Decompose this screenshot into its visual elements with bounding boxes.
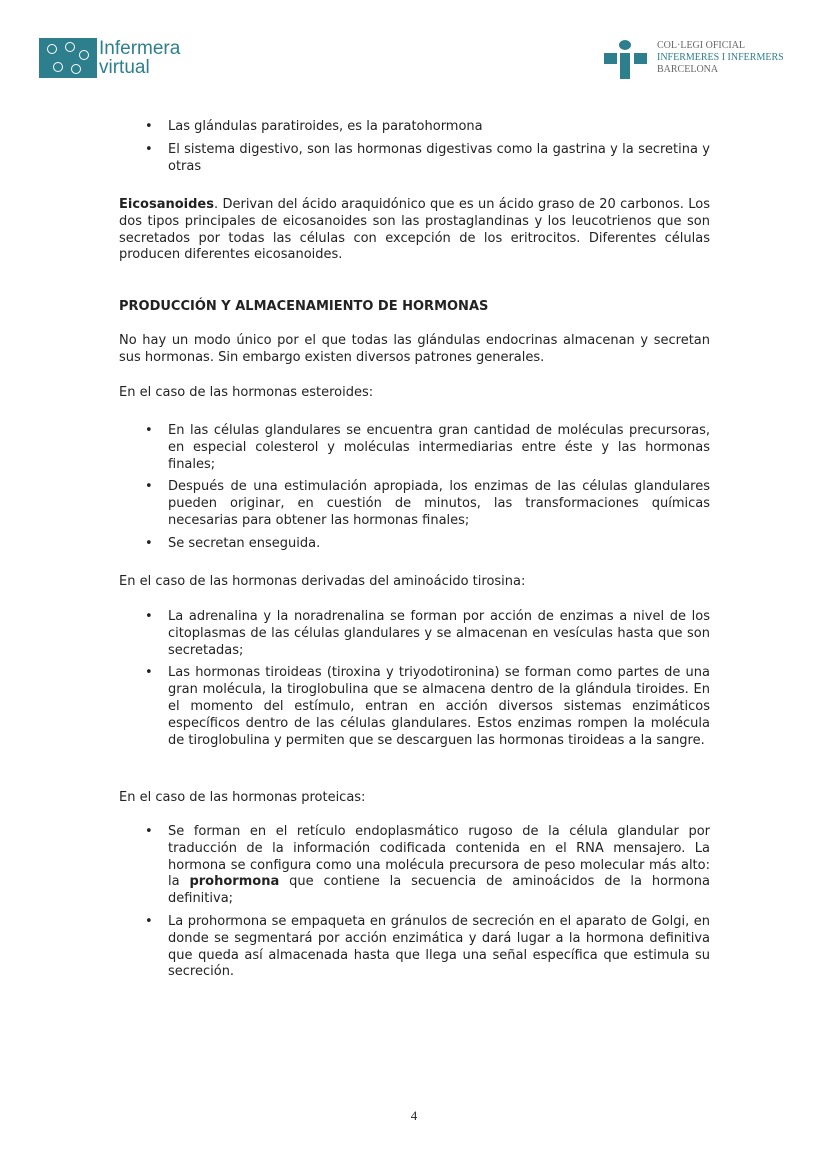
infermera-virtual-logo (39, 38, 180, 78)
list-item (119, 824, 710, 908)
section-heading: PRODUCCIÓN Y ALMACENAMIENTO DE HORMONAS (119, 299, 489, 314)
list-item: • La prohormona se empaqueta en gránulos de secreción en el aparato de Golgi, en donde se segmentará por acción enzimática y dará lugar a la hormona definitiva que queda así almacenada hasta que llega una señal específica que estimula su secreción. (119, 914, 710, 981)
list-item: • La adrenalina y la noradrenalina se forman por acción de enzimas a nivel de los citoplasmas de las células glandulares y se almacenan en vesículas hasta que son secretadas; (119, 609, 710, 659)
logo-text-line2: virtual (99, 57, 150, 78)
eicosanoides-text: . Derivan del ácido araquidónico que es un ácido graso de 20 carbonos. Los dos tipos principales de eicosanoides son las prostaglandinas y los leucotrienos que son secretados por todas las células con excepción de los eritrocitos. Diferentes células producen diferentes eicosanoides. (119, 197, 710, 263)
intro-bullets (119, 119, 710, 181)
cross-icon (604, 40, 648, 80)
steroid-intro: En el caso de las hormonas esteroides: (119, 385, 374, 400)
text: que contiene la secuencia de aminoácidos de la hormona definitiva; (168, 874, 710, 907)
list-item: • Las glándulas paratiroides, es la paratohormona (119, 119, 710, 136)
tyrosine-list (119, 609, 710, 755)
steroid-list (119, 423, 710, 559)
list-item: • Después de una estimulación apropiada, los enzimas de las células glandulares pueden originar, en cuestión de minutos, las transformaciones químicas necesarias para obtener las hormonas finales; (119, 479, 710, 529)
tyrosine-intro: En el caso de las hormonas derivadas del aminoácido tirosina: (119, 574, 526, 589)
text: Se forman en el retículo endoplasmático rugoso de la célula glandular por traducción de la información codificada contenida en el RNA mensajero. La hormona se configura como una molécula precursora de peso molecular más alto: la (168, 824, 710, 890)
protein-list (119, 824, 710, 987)
list-item: • El sistema digestivo, son las hormonas digestivas como la gastrina y la secretina y otras (119, 142, 710, 176)
eicosanoides-term: Eicosanoides (119, 197, 214, 212)
col-legi-line2: INFERMERES I INFERMERS (657, 52, 784, 63)
list-item: • Se secretan enseguida. (119, 536, 710, 553)
list-item: • En las células glandulares se encuentra gran cantidad de moléculas precursoras, en especial colesterol y moléculas intermediarias entre éste y las hormonas finales; (119, 423, 710, 473)
protein-intro: En el caso de las hormonas proteicas: (119, 790, 366, 805)
section-intro: No hay un modo único por el que todas las glándulas endocrinas almacenan y secretan sus hormonas. Sin embargo existen diversos patrones generales. (119, 333, 710, 365)
logo-text-line1: Infermera (99, 38, 181, 59)
col-legi-logo (604, 40, 784, 80)
list-item: • Las hormonas tiroideas (tiroxina y triyodotironina) se forman como partes de una gran molécula, la tiroglobulina que se almacena dentro de la glándula tiroides. En el momento del estímulo, entran en acción diversos sistemas enzimáticos específicos dentro de las células glandulares. Estos enzimas rompen la molécula de tiroglobulina y permiten que se descarguen las hormonas tiroideas a la sangre. (119, 665, 710, 749)
prohormona-term: prohormona (189, 874, 280, 890)
col-legi-line1: COL·LEGI OFICIAL (657, 40, 746, 51)
page-number: 4 (410, 1108, 418, 1123)
col-legi-line3: BARCELONA (657, 64, 719, 75)
eicosanoides-paragraph (119, 197, 710, 264)
puzzle-icon (39, 38, 97, 78)
